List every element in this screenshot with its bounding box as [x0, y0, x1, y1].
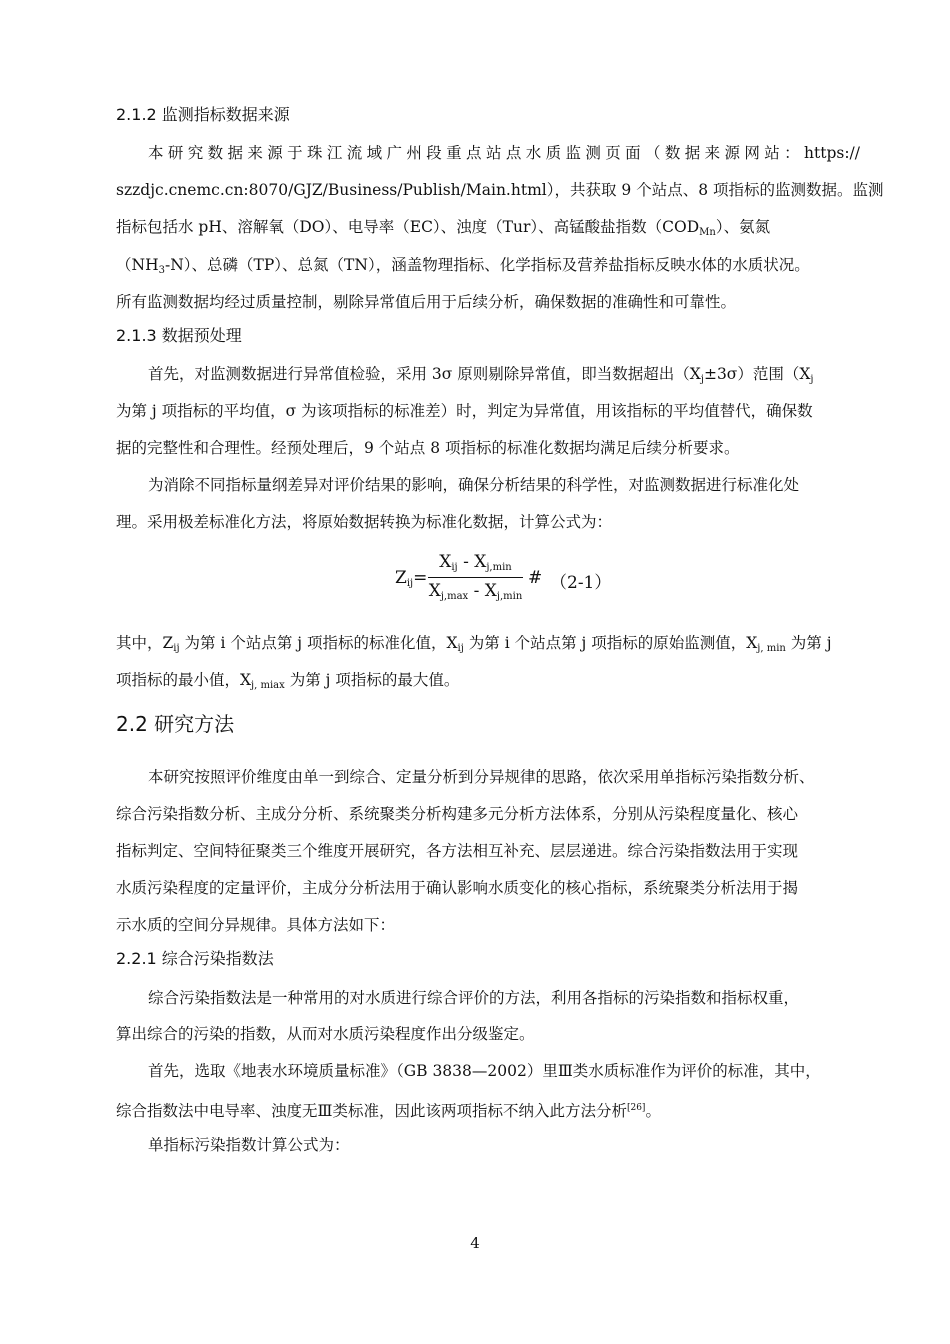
- subscript: j: [810, 374, 814, 385]
- section-heading-2-1-3: 2.1.3 数据预处理: [116, 326, 242, 345]
- subscript: ij: [406, 578, 414, 589]
- subscript: 3: [158, 265, 165, 276]
- subscript: j, miax: [251, 680, 285, 691]
- text-run: （NH: [116, 256, 159, 274]
- paragraph-line: [116, 633, 832, 659]
- paragraph-line: [116, 1098, 661, 1121]
- paragraph-line: 单指标污染指数计算公式为：: [148, 1136, 350, 1154]
- fraction-bar: [428, 577, 523, 578]
- paragraph-line: [116, 670, 459, 696]
- subscript: j: [700, 374, 704, 385]
- paragraph-line: 水质污染程度的定量评价，主成分分析法用于确认影响水质变化的核心指标，系统聚类分析法用于揭: [116, 879, 799, 897]
- formula-lhs: [395, 568, 427, 589]
- formula-symbol: Z: [395, 568, 407, 588]
- paragraph-line: 理。采用极差标准化方法，将原始数据转换为标准化数据，计算公式为：: [116, 513, 613, 531]
- formula-symbol: - X: [468, 581, 497, 601]
- paragraph-line: [148, 364, 814, 390]
- paragraph-line: 首先，选取《地表水环境质量标准》（GB 3838—2002）里Ⅲ类水质标准作为评价的标准，其中，: [148, 1062, 821, 1080]
- subscript: j,max: [440, 591, 469, 602]
- text-run: -N）、总磷（TP）、总氮（TN），涵盖物理指标、化学指标及营养盐指标反映水体的水质状况。: [164, 256, 810, 274]
- paragraph-line: 算出综合的污染的指数，从而对水质污染程度作出分级鉴定。: [116, 1025, 535, 1043]
- paragraph-line: 所有监测数据均经过质量控制，剔除异常值后用于后续分析，确保数据的准确性和可靠性。: [116, 293, 737, 311]
- text-run: ）、氨氮: [715, 218, 771, 236]
- section-heading-2-1-2: 2.1.2 监测指标数据来源: [116, 105, 290, 124]
- subscript: ij: [173, 643, 180, 654]
- paragraph-line: 综合污染指数分析、主成分分析、系统聚类分析构建多元分析方法体系，分别从污染程度量化、核心: [116, 805, 799, 823]
- subscript: ij: [457, 643, 464, 654]
- text-run: 为第 i 个站点第 j 项指标的原始监测值，X: [463, 634, 758, 652]
- text-run: 项指标的最小值，X: [116, 671, 252, 689]
- formula-symbol: - X: [457, 552, 487, 572]
- formula-symbol: X: [428, 581, 441, 601]
- section-heading-2-2: 2.2 研究方法: [116, 712, 235, 736]
- text-run: 为第 i 个站点第 j 项指标的标准化值，X: [179, 634, 458, 652]
- paragraph-line: [116, 255, 810, 281]
- paragraph-line: 示水质的空间分异规律。具体方法如下：: [116, 916, 396, 934]
- text-run: 综合指数法中电导率、浊度无Ⅲ类标准，因此该两项指标不纳入此方法分析: [116, 1102, 627, 1120]
- subscript: j, min: [757, 643, 786, 654]
- subscript: j,min: [496, 591, 523, 602]
- paragraph-line: 指标判定、空间特征聚类三个维度开展研究，各方法相互补充、层层递进。综合污染指数法用于实现: [116, 842, 799, 860]
- text-run: 。: [645, 1102, 661, 1120]
- paragraph-line: [116, 217, 770, 243]
- subscript: ij: [451, 562, 458, 573]
- formula-symbol: X: [439, 552, 452, 572]
- paragraph-line: 本研究数据来源于珠江流域广州段重点站点水质监测页面（数据来源网站：https://: [148, 144, 860, 162]
- paragraph-line: 据的完整性和合理性。经预处理后，9 个站点 8 项指标的标准化数据均满足后续分析要求。: [116, 439, 740, 457]
- formula-hash: #: [528, 568, 543, 588]
- text-run: 其中，Z: [116, 634, 174, 652]
- subscript: Mn: [699, 227, 716, 238]
- page-number: 4: [470, 1234, 480, 1252]
- formula-numerator: [428, 552, 523, 573]
- text-run: 为第 j 项指标的最大值。: [284, 671, 460, 689]
- text-run: ±3σ）范围（X: [703, 365, 811, 383]
- text-run: 指标包括水 pH、溶解氧（DO）、电导率（EC）、浊度（Tur）、高锰酸盐指数（COD: [116, 218, 700, 236]
- section-heading-2-2-1: 2.2.1 综合污染指数法: [116, 949, 274, 968]
- citation-superscript: [26]: [626, 1103, 646, 1113]
- equation-number: （2-1）: [550, 573, 612, 593]
- paragraph-line: 为第 j 项指标的平均值，σ 为该项指标的标准差）时，判定为异常值，用该指标的平均值替代，确保数: [116, 402, 813, 420]
- paragraph-line: 综合污染指数法是一种常用的对水质进行综合评价的方法，利用各指标的污染指数和指标权重，: [148, 989, 800, 1007]
- text-run: 为第 j: [785, 634, 832, 652]
- paragraph-line: 为消除不同指标量纲差异对评价结果的影响，确保分析结果的科学性，对监测数据进行标准化处: [148, 476, 800, 494]
- text-run: 首先，对监测数据进行异常值检验，采用 3σ 原则剔除异常值，即当数据超出（X: [148, 365, 701, 383]
- paragraph-line: 本研究按照评价维度由单一到综合、定量分析到分异规律的思路，依次采用单指标污染指数分析、: [148, 768, 815, 786]
- formula-denominator: [428, 581, 523, 602]
- formula-equals: =: [413, 568, 428, 588]
- subscript: j,min: [486, 562, 512, 573]
- paragraph-line: szzdjc.cnemc.cn:8070/GJZ/Business/Publish/Main.html），共获取 9 个站点、8 项指标的监测数据。监测: [116, 181, 884, 199]
